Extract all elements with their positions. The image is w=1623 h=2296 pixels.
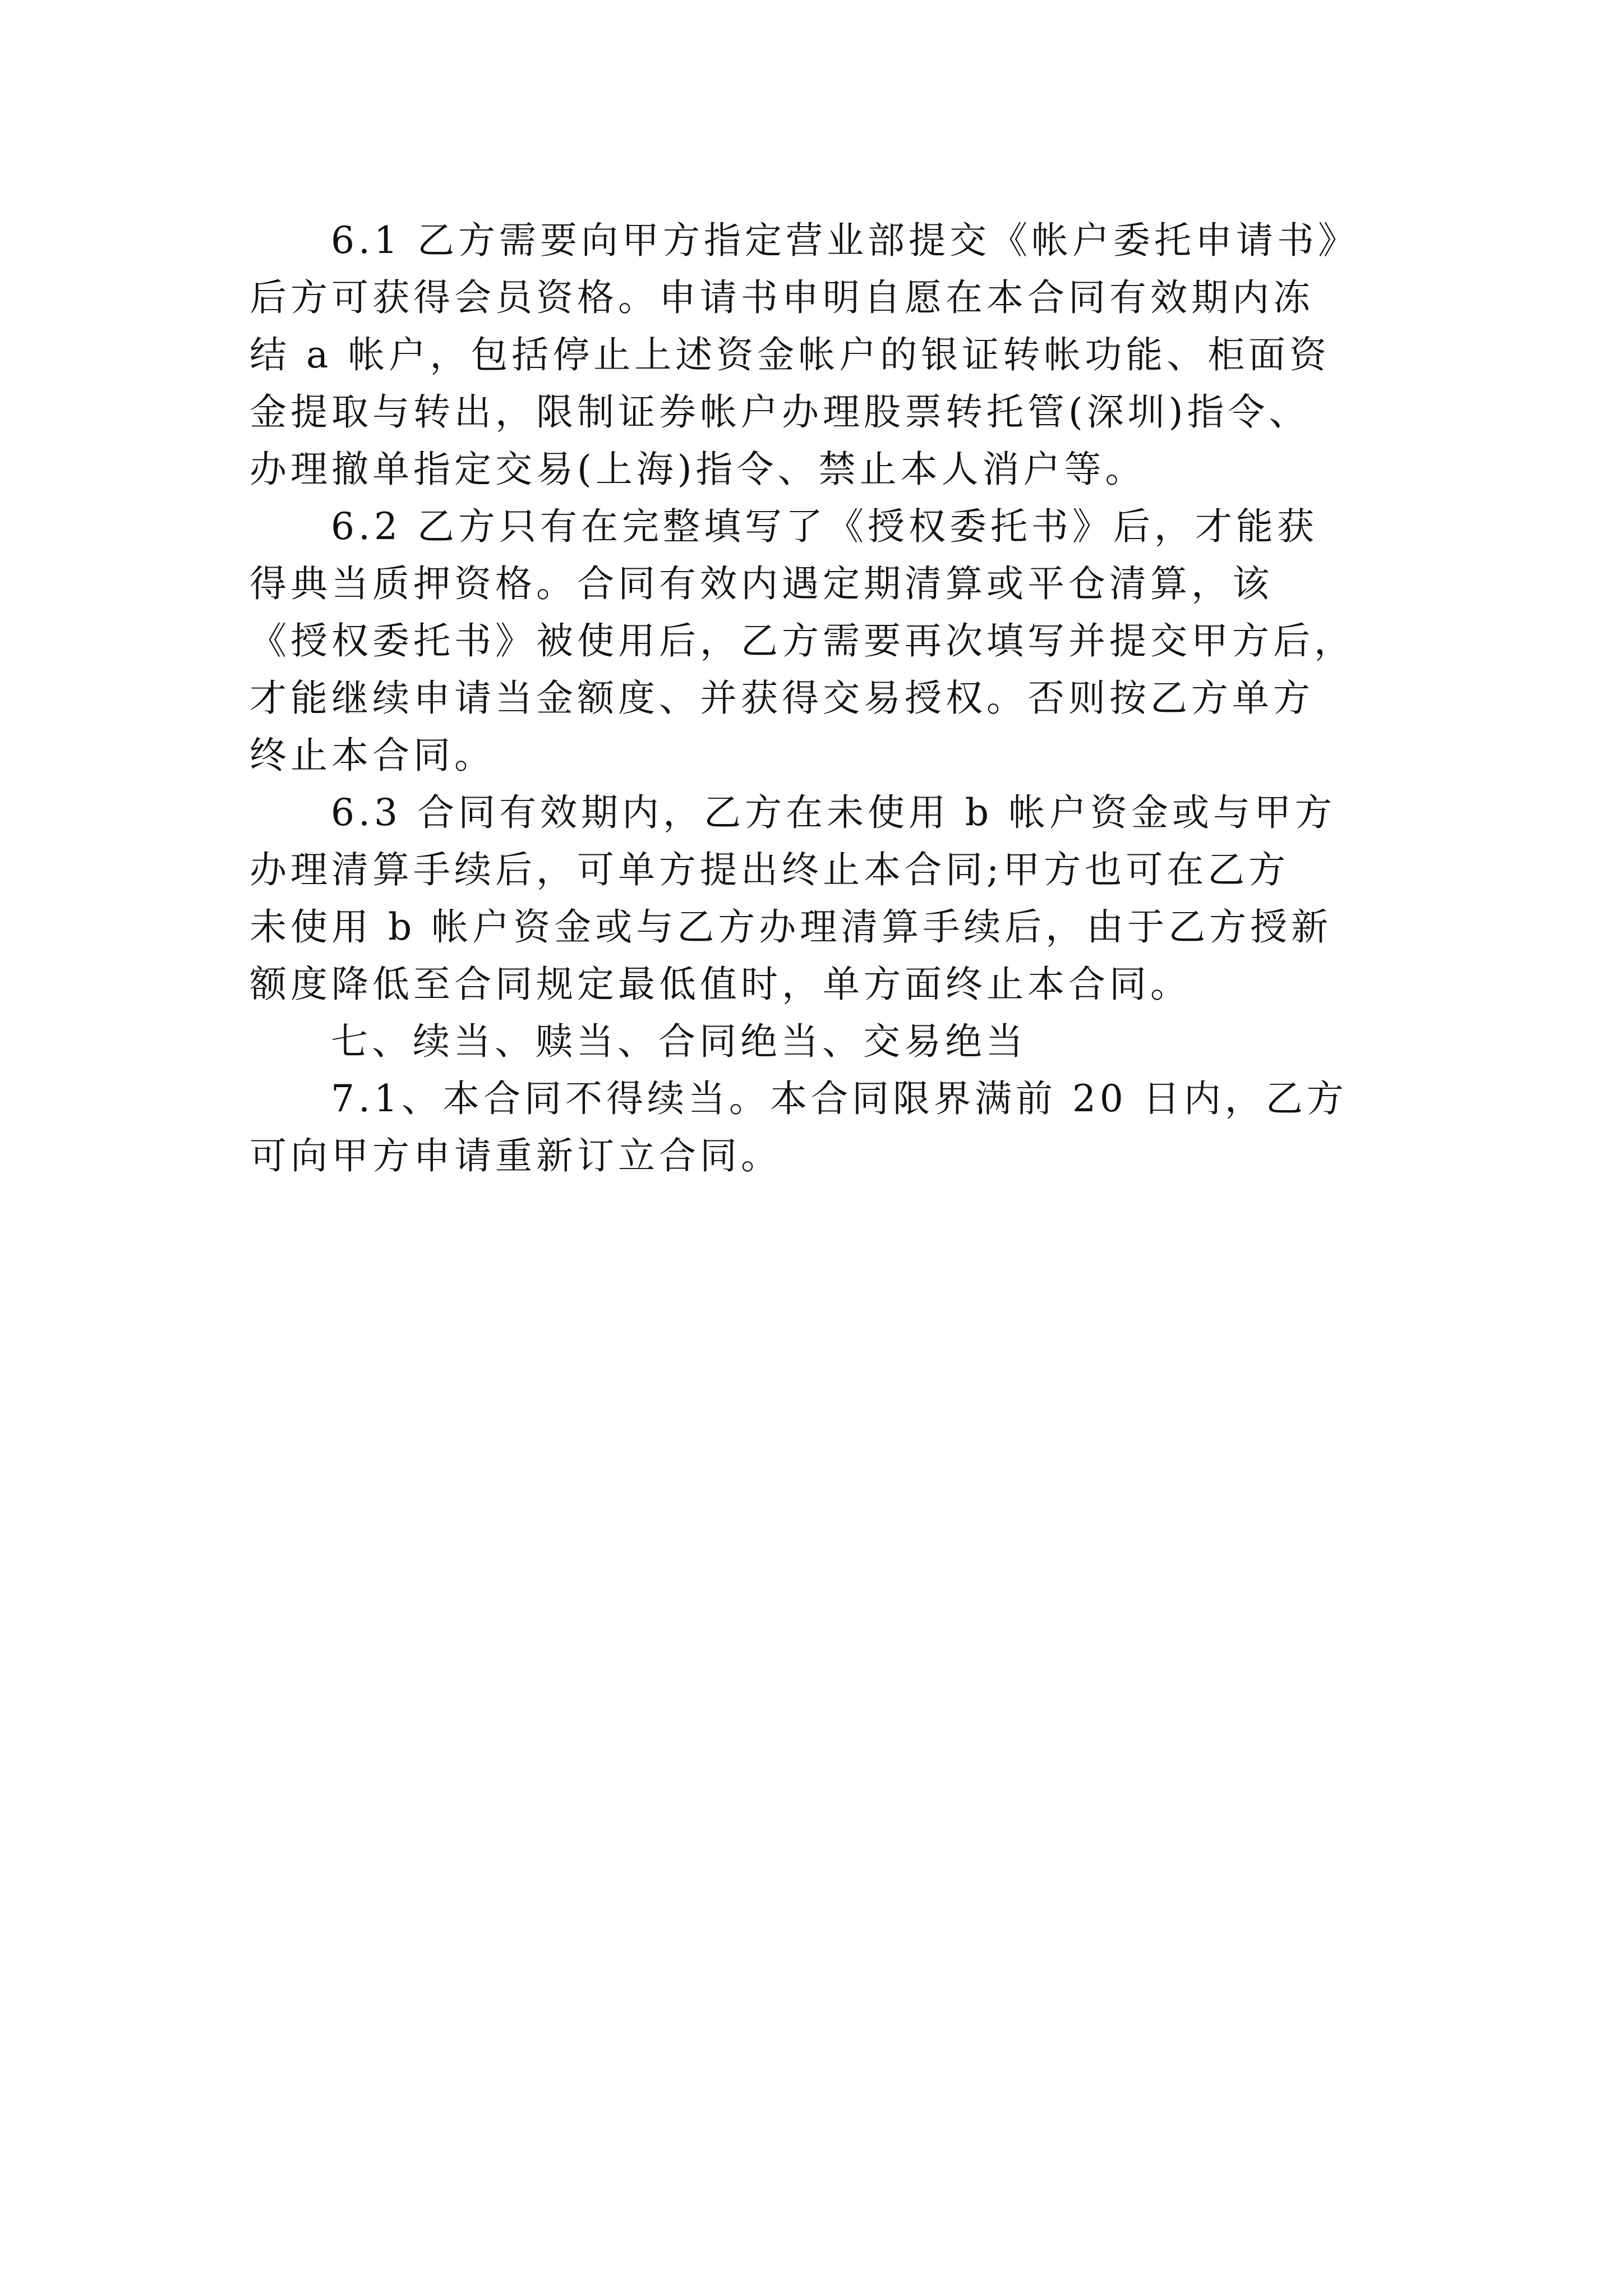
document-body <box>250 212 1405 1185</box>
clause-6-1-line-1: 6.1 乙方需要向甲方指定营业部提交《帐户委托申请书》 <box>331 219 1359 262</box>
clause-6-1-line-5: 办理撤单指定交易(上海)指令、禁止本人消户等。 <box>250 448 1146 491</box>
clause-6-2-line-1: 6.2 乙方只有在完整填写了《授权委托书》后，才能获 <box>331 505 1318 548</box>
clause-6-1-line-3: 结 a 帐户，包括停止上述资金帐户的银证转帐功能、柜面资 <box>250 333 1331 376</box>
clause-6-3-line-2: 办理清算手续后，可单方提出终止本合同;甲方也可在乙方 <box>250 848 1290 891</box>
clause-6-2-line-3: 《授权委托书》被使用后，乙方需要再次填写并提交甲方后， <box>250 619 1355 662</box>
clause-7-1-line-2: 可向甲方申请重新订立合同。 <box>250 1134 782 1177</box>
clause-6-1-line-4: 金提取与转出，限制证券帐户办理股票转托管(深圳)指令、 <box>250 390 1310 434</box>
clause-6-1-line-2: 后方可获得会员资格。申请书申明自愿在本合同有效期内冻 <box>250 276 1314 319</box>
clause-6-2-line-2: 得典当质押资格。合同有效内遇定期清算或平仓清算，该 <box>250 562 1273 605</box>
clause-6-2-line-5: 终止本合同。 <box>250 734 495 777</box>
clause-6-3-line-4: 额度降低至合同规定最低值时，单方面终止本合同。 <box>250 963 1191 1006</box>
clause-6-3-line-3: 未使用 b 帐户资金或与乙方办理清算手续后，由于乙方授新 <box>250 905 1332 949</box>
clause-6-3-line-1: 6.3 合同有效期内，乙方在未使用 b 帐户资金或与甲方 <box>331 791 1336 834</box>
clause-7-1-line-1: 7.1、本合同不得续当。本合同限界满前 20 日内，乙方 <box>331 1077 1348 1120</box>
section-7-heading: 七、续当、赎当、合同绝当、交易绝当 <box>331 1020 1027 1063</box>
clause-6-2-line-4: 才能继续申请当金额度、并获得交易授权。否则按乙方单方 <box>250 677 1314 720</box>
